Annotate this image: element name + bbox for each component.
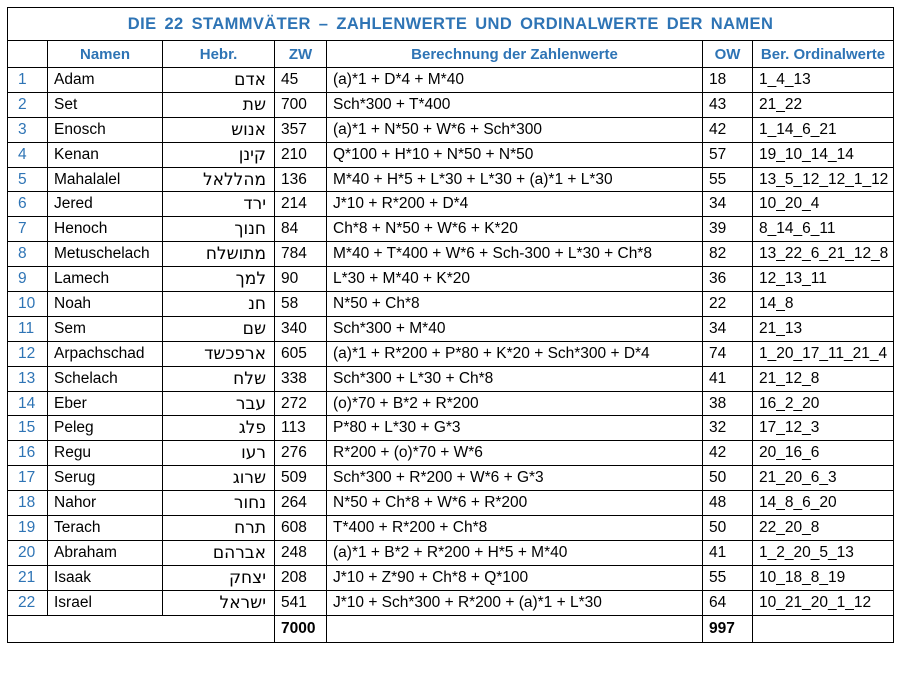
cell-zw: 84	[275, 217, 327, 242]
cell-berechnung: Sch*300 + L*30 + Ch*8	[327, 366, 703, 391]
cell-ow: 41	[703, 540, 753, 565]
cell-zw: 58	[275, 292, 327, 317]
cell-hebr: אברהם	[163, 540, 275, 565]
cell-berechnung: T*400 + R*200 + Ch*8	[327, 516, 703, 541]
cell-berechnung: (o)*70 + B*2 + R*200	[327, 391, 703, 416]
cell-name: Enosch	[48, 117, 163, 142]
cell-hebr: פלג	[163, 416, 275, 441]
cell-berechnung: (a)*1 + D*4 + M*40	[327, 68, 703, 93]
table-row	[8, 117, 894, 142]
cell-zw: 357	[275, 117, 327, 142]
cell-name: Abraham	[48, 540, 163, 565]
cell-zw: 509	[275, 466, 327, 491]
cell-hebr: מתושלח	[163, 242, 275, 267]
totals-row	[8, 615, 894, 642]
cell-num: 19	[8, 516, 48, 541]
table-row	[8, 341, 894, 366]
cell-berechnung: (a)*1 + N*50 + W*6 + Sch*300	[327, 117, 703, 142]
cell-name: Sem	[48, 316, 163, 341]
cell-zw: 272	[275, 391, 327, 416]
cell-zw: 605	[275, 341, 327, 366]
table-row	[8, 217, 894, 242]
cell-berechnung: M*40 + T*400 + W*6 + Sch-300 + L*30 + Ch*8	[327, 242, 703, 267]
cell-hebr: שרוג	[163, 466, 275, 491]
cell-zw: 338	[275, 366, 327, 391]
cell-name: Arpachschad	[48, 341, 163, 366]
cell-ordinalwerte: 17_12_3	[753, 416, 894, 441]
cell-ow: 36	[703, 267, 753, 292]
cell-name: Israel	[48, 590, 163, 615]
cell-ordinalwerte: 14_8	[753, 292, 894, 317]
cell-name: Mahalalel	[48, 167, 163, 192]
cell-num: 12	[8, 341, 48, 366]
cell-num: 18	[8, 491, 48, 516]
cell-ow: 50	[703, 516, 753, 541]
cell-berechnung: M*40 + H*5 + L*30 + L*30 + (a)*1 + L*30	[327, 167, 703, 192]
table-row	[8, 292, 894, 317]
cell-num: 16	[8, 441, 48, 466]
cell-ow: 55	[703, 565, 753, 590]
totals-gap	[327, 615, 703, 642]
cell-ordinalwerte: 16_2_20	[753, 391, 894, 416]
cell-ordinalwerte: 19_10_14_14	[753, 142, 894, 167]
cell-name: Nahor	[48, 491, 163, 516]
header-zw: ZW	[275, 41, 327, 68]
table-row	[8, 192, 894, 217]
cell-name: Schelach	[48, 366, 163, 391]
cell-name: Terach	[48, 516, 163, 541]
cell-berechnung: Sch*300 + M*40	[327, 316, 703, 341]
table-row	[8, 391, 894, 416]
table-row	[8, 441, 894, 466]
cell-ordinalwerte: 13_5_12_12_1_12	[753, 167, 894, 192]
cell-num: 17	[8, 466, 48, 491]
cell-ow: 18	[703, 68, 753, 93]
cell-berechnung: L*30 + M*40 + K*20	[327, 267, 703, 292]
header-berechnung: Berechnung der Zahlenwerte	[327, 41, 703, 68]
cell-hebr: שלח	[163, 366, 275, 391]
cell-num: 2	[8, 92, 48, 117]
cell-num: 21	[8, 565, 48, 590]
cell-name: Lamech	[48, 267, 163, 292]
table-row	[8, 491, 894, 516]
cell-num: 13	[8, 366, 48, 391]
cell-hebr: נחור	[163, 491, 275, 516]
cell-ow: 74	[703, 341, 753, 366]
cell-ordinalwerte: 21_20_6_3	[753, 466, 894, 491]
cell-name: Isaak	[48, 565, 163, 590]
table-row	[8, 540, 894, 565]
table-row	[8, 267, 894, 292]
cell-zw: 700	[275, 92, 327, 117]
cell-zw: 608	[275, 516, 327, 541]
table-row	[8, 366, 894, 391]
cell-ordinalwerte: 1_4_13	[753, 68, 894, 93]
table-row	[8, 316, 894, 341]
cell-name: Set	[48, 92, 163, 117]
header-row	[8, 41, 894, 68]
table-row	[8, 167, 894, 192]
cell-ow: 55	[703, 167, 753, 192]
table-row	[8, 516, 894, 541]
table-row	[8, 242, 894, 267]
cell-berechnung: R*200 + (o)*70 + W*6	[327, 441, 703, 466]
cell-hebr: למך	[163, 267, 275, 292]
cell-berechnung: N*50 + Ch*8	[327, 292, 703, 317]
cell-ordinalwerte: 20_16_6	[753, 441, 894, 466]
cell-num: 11	[8, 316, 48, 341]
cell-ow: 57	[703, 142, 753, 167]
cell-hebr: רעו	[163, 441, 275, 466]
cell-berechnung: (a)*1 + B*2 + R*200 + H*5 + M*40	[327, 540, 703, 565]
cell-ow: 50	[703, 466, 753, 491]
table-title: DIE 22 STAMMVÄTER – ZAHLENWERTE UND ORDINALWERTE DER NAMEN	[8, 8, 894, 41]
cell-ow: 64	[703, 590, 753, 615]
cell-num: 3	[8, 117, 48, 142]
cell-ow: 34	[703, 192, 753, 217]
header-num	[8, 41, 48, 68]
cell-ordinalwerte: 21_12_8	[753, 366, 894, 391]
cell-ordinalwerte: 12_13_11	[753, 267, 894, 292]
cell-num: 20	[8, 540, 48, 565]
cell-zw: 340	[275, 316, 327, 341]
cell-zw: 45	[275, 68, 327, 93]
cell-zw: 210	[275, 142, 327, 167]
header-hebr: Hebr.	[163, 41, 275, 68]
cell-zw: 136	[275, 167, 327, 192]
cell-ordinalwerte: 14_8_6_20	[753, 491, 894, 516]
cell-num: 7	[8, 217, 48, 242]
cell-hebr: ארפכשד	[163, 341, 275, 366]
cell-hebr: עבר	[163, 391, 275, 416]
cell-name: Regu	[48, 441, 163, 466]
cell-berechnung: Q*100 + H*10 + N*50 + N*50	[327, 142, 703, 167]
cell-zw: 276	[275, 441, 327, 466]
cell-hebr: תרח	[163, 516, 275, 541]
cell-ow: 82	[703, 242, 753, 267]
cell-zw: 541	[275, 590, 327, 615]
table-row	[8, 590, 894, 615]
cell-hebr: שם	[163, 316, 275, 341]
cell-ordinalwerte: 8_14_6_11	[753, 217, 894, 242]
cell-ordinalwerte: 1_20_17_11_21_4	[753, 341, 894, 366]
table-row	[8, 142, 894, 167]
cell-hebr: יצחק	[163, 565, 275, 590]
cell-berechnung: J*10 + Z*90 + Ch*8 + Q*100	[327, 565, 703, 590]
cell-name: Adam	[48, 68, 163, 93]
cell-zw: 208	[275, 565, 327, 590]
cell-num: 8	[8, 242, 48, 267]
cell-hebr: שת	[163, 92, 275, 117]
cell-name: Jered	[48, 192, 163, 217]
cell-name: Metuschelach	[48, 242, 163, 267]
cell-berechnung: J*10 + R*200 + D*4	[327, 192, 703, 217]
table-row	[8, 466, 894, 491]
cell-hebr: אנוש	[163, 117, 275, 142]
stammvaeter-table	[7, 7, 894, 643]
cell-berechnung: Sch*300 + T*400	[327, 92, 703, 117]
cell-ordinalwerte: 10_18_8_19	[753, 565, 894, 590]
table-row	[8, 565, 894, 590]
cell-zw: 113	[275, 416, 327, 441]
cell-hebr: ירד	[163, 192, 275, 217]
cell-ow: 41	[703, 366, 753, 391]
cell-zw: 264	[275, 491, 327, 516]
cell-name: Peleg	[48, 416, 163, 441]
cell-num: 4	[8, 142, 48, 167]
cell-ordinalwerte: 21_13	[753, 316, 894, 341]
cell-ow: 34	[703, 316, 753, 341]
cell-berechnung: (a)*1 + R*200 + P*80 + K*20 + Sch*300 + D*4	[327, 341, 703, 366]
cell-num: 14	[8, 391, 48, 416]
cell-berechnung: N*50 + Ch*8 + W*6 + R*200	[327, 491, 703, 516]
cell-num: 22	[8, 590, 48, 615]
cell-ordinalwerte: 22_20_8	[753, 516, 894, 541]
cell-num: 10	[8, 292, 48, 317]
total-ow: 997	[703, 615, 753, 642]
cell-berechnung: Ch*8 + N*50 + W*6 + K*20	[327, 217, 703, 242]
cell-zw: 784	[275, 242, 327, 267]
cell-berechnung: P*80 + L*30 + G*3	[327, 416, 703, 441]
cell-ow: 32	[703, 416, 753, 441]
cell-ordinalwerte: 1_2_20_5_13	[753, 540, 894, 565]
cell-name: Serug	[48, 466, 163, 491]
cell-num: 1	[8, 68, 48, 93]
header-namen: Namen	[48, 41, 163, 68]
cell-hebr: מהללאל	[163, 167, 275, 192]
totals-end	[753, 615, 894, 642]
cell-hebr: חנ	[163, 292, 275, 317]
cell-name: Kenan	[48, 142, 163, 167]
cell-berechnung: Sch*300 + R*200 + W*6 + G*3	[327, 466, 703, 491]
cell-ow: 48	[703, 491, 753, 516]
cell-name: Henoch	[48, 217, 163, 242]
cell-ow: 38	[703, 391, 753, 416]
cell-hebr: אדם	[163, 68, 275, 93]
cell-ordinalwerte: 10_20_4	[753, 192, 894, 217]
cell-num: 15	[8, 416, 48, 441]
cell-ordinalwerte: 21_22	[753, 92, 894, 117]
cell-ordinalwerte: 1_14_6_21	[753, 117, 894, 142]
cell-ordinalwerte: 10_21_20_1_12	[753, 590, 894, 615]
cell-zw: 248	[275, 540, 327, 565]
cell-hebr: חנוך	[163, 217, 275, 242]
cell-ow: 43	[703, 92, 753, 117]
cell-ow: 39	[703, 217, 753, 242]
cell-ow: 42	[703, 441, 753, 466]
cell-num: 6	[8, 192, 48, 217]
cell-ow: 42	[703, 117, 753, 142]
cell-hebr: קינן	[163, 142, 275, 167]
cell-zw: 214	[275, 192, 327, 217]
cell-hebr: ישראל	[163, 590, 275, 615]
header-ow: OW	[703, 41, 753, 68]
table-row	[8, 92, 894, 117]
header-ber-ordinalwerte: Ber. Ordinalwerte	[753, 41, 894, 68]
cell-num: 5	[8, 167, 48, 192]
cell-ow: 22	[703, 292, 753, 317]
cell-name: Noah	[48, 292, 163, 317]
cell-berechnung: J*10 + Sch*300 + R*200 + (a)*1 + L*30	[327, 590, 703, 615]
table-row	[8, 416, 894, 441]
cell-name: Eber	[48, 391, 163, 416]
total-zw: 7000	[275, 615, 327, 642]
cell-ordinalwerte: 13_22_6_21_12_8	[753, 242, 894, 267]
cell-num: 9	[8, 267, 48, 292]
table-row	[8, 68, 894, 93]
cell-zw: 90	[275, 267, 327, 292]
totals-spacer	[8, 615, 275, 642]
